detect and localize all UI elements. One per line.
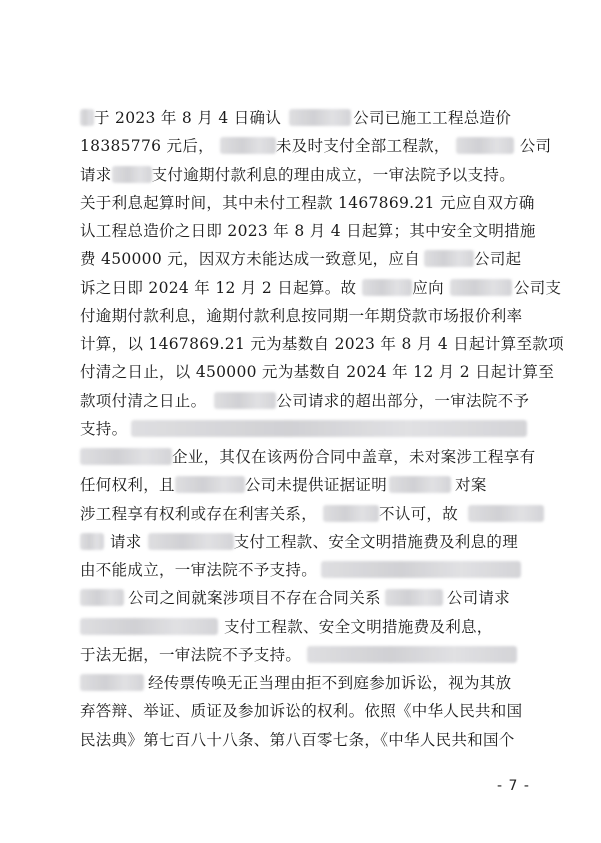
text-segment: 弃答辩、举证、质证及参加诉讼的权利。依照《中华人民共和国 xyxy=(80,702,523,721)
text-segment: 任何权利，且 xyxy=(80,476,175,495)
text-segment: 由不能成立，一审法院不予支持。 xyxy=(80,561,318,579)
redacted-text xyxy=(112,166,152,183)
redacted-text xyxy=(468,505,544,522)
body-text xyxy=(80,104,564,754)
text-segment: 请求 xyxy=(110,532,142,551)
text-segment: 付逾期付款利息，逾期付款利息按同期一年期贷款市场报价利率 xyxy=(80,306,523,325)
text-line xyxy=(80,500,522,528)
redacted-text xyxy=(323,505,379,522)
text-line xyxy=(80,415,522,443)
text-segment: 公司起 xyxy=(474,250,522,269)
text-segment: 认工程总造价之日即 2023 年 8 月 4 日起算；其中安全文明措施 xyxy=(80,222,536,240)
redacted-text xyxy=(424,250,474,267)
text-line xyxy=(80,330,564,358)
text-line xyxy=(80,556,522,584)
text-line xyxy=(80,161,522,189)
page-number: - 7 - xyxy=(497,778,530,794)
redacted-text xyxy=(307,646,517,663)
redacted-text xyxy=(214,392,276,409)
redacted-text xyxy=(80,533,104,550)
redacted-text xyxy=(80,589,124,606)
redacted-text xyxy=(289,109,351,126)
text-line xyxy=(80,726,522,754)
text-segment: 关于利息起算时间，其中未付工程款 1467869.21 元应自双方确 xyxy=(80,193,535,212)
text-line xyxy=(80,217,536,245)
text-line xyxy=(80,132,552,160)
text-segment: 应向 xyxy=(412,278,444,297)
text-segment: 支持。 xyxy=(80,419,128,438)
text-segment: 计算，以 1467869.21 元为基数自 2023 年 8 月 4 日起计算至款项 xyxy=(80,335,564,353)
redacted-text xyxy=(80,109,94,126)
redacted-text xyxy=(148,533,234,550)
redacted-text xyxy=(131,420,527,437)
redacted-text xyxy=(389,476,451,493)
text-segment: 对案 xyxy=(455,476,487,495)
text-segment: 公司支 xyxy=(513,278,562,297)
redacted-text xyxy=(80,618,218,635)
text-line xyxy=(80,584,522,612)
text-segment: 民法典》第七百八十八条、第八百零七条，《中华人民共和国个 xyxy=(80,730,515,749)
redacted-text xyxy=(80,448,172,465)
redacted-text xyxy=(450,279,512,296)
text-segment: 付清之日止，以 450000 元为基数自 2024 年 12 月 2 日起计算至 xyxy=(80,363,555,382)
text-line xyxy=(80,471,522,499)
text-segment: 企业，其仅在该两份合同中盖章，未对案涉工程享有 xyxy=(172,448,536,466)
redacted-text xyxy=(80,674,144,691)
text-line xyxy=(80,443,536,471)
text-segment: 18385776 元后， xyxy=(80,137,214,156)
text-line xyxy=(80,613,522,641)
text-line xyxy=(80,387,530,415)
text-line xyxy=(80,697,522,725)
text-segment: 公司 xyxy=(519,137,552,156)
text-segment: 请求 xyxy=(80,165,112,184)
text-line xyxy=(80,302,522,330)
text-line xyxy=(80,274,562,302)
text-segment: 公司请求的超出部分，一审法院不予 xyxy=(276,391,530,410)
text-segment: 支付逾期付款利息的理由成立，一审法院予以支持。 xyxy=(151,165,516,184)
redacted-text xyxy=(175,476,245,493)
redacted-text xyxy=(456,137,514,154)
text-line xyxy=(80,104,522,132)
text-line xyxy=(80,669,522,697)
text-segment: 诉之日即 2024 年 12 月 2 日起算。故 xyxy=(80,278,357,297)
redacted-text xyxy=(362,279,412,296)
text-segment: 于 2023 年 8 月 4 日确认 xyxy=(94,109,282,127)
text-segment: 支付工程款、安全文明措施费及利息的理 xyxy=(233,532,519,551)
text-segment: 款项付清之日止。 xyxy=(80,391,207,410)
text-segment: 支付工程款、安全文明措施费及利息， xyxy=(224,617,493,636)
redacted-text xyxy=(220,137,276,154)
text-segment: 公司未提供证据证明 xyxy=(244,476,388,495)
text-segment: 费 450000 元，因双方未能达成一致意见，应自 xyxy=(80,250,421,269)
redacted-text xyxy=(385,589,443,606)
redacted-text xyxy=(321,561,521,578)
text-segment: 公司请求 xyxy=(446,589,511,608)
text-segment: 不认可，故 xyxy=(379,504,459,523)
text-segment: 经传票传唤无正当理由拒不到庭参加诉讼，视为其放 xyxy=(148,674,512,692)
text-line xyxy=(80,528,522,556)
text-line xyxy=(80,245,522,273)
text-line xyxy=(80,189,535,217)
text-line xyxy=(80,641,522,669)
text-line xyxy=(80,358,555,386)
text-segment: 公司已施工工程总造价 xyxy=(353,109,512,127)
text-segment: 于法无据，一审法院不予支持。 xyxy=(80,645,302,664)
text-segment: 未及时支付全部工程款， xyxy=(275,137,450,156)
text-segment: 涉工程享有权利或存在利害关系， xyxy=(80,504,318,523)
text-segment: 公司之间就案涉项目不存在合同关系 xyxy=(128,589,381,608)
